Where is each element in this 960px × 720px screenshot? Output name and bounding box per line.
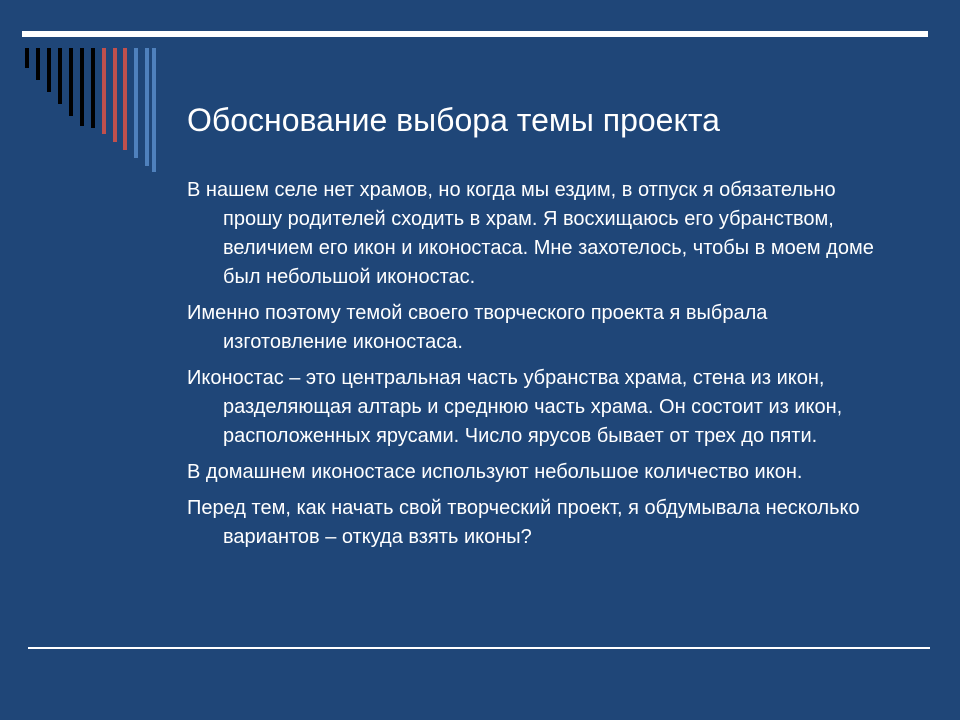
- stripe-red-3: [123, 48, 127, 150]
- stripe-red-1: [102, 48, 106, 134]
- stripe-red-2: [113, 48, 117, 142]
- stripe-black-5: [69, 48, 73, 116]
- stripe-black-7: [91, 48, 95, 128]
- paragraph-5: Перед тем, как начать свой творческий проект, я обдумывала несколько вариантов – откуда взять иконы?: [187, 497, 860, 548]
- slide-body: [187, 176, 887, 559]
- paragraph-4: В домашнем иконостасе используют небольшое количество икон.: [187, 461, 803, 483]
- stripe-blue-1: [134, 48, 138, 158]
- stripe-black-3: [47, 48, 51, 92]
- paragraph-3: Иконостас – это центральная часть убранства храма, стена из икон, разделяющая алтарь и среднюю часть храма. Он состоит из икон, расположенных ярусами. Число ярусов бывает от трех до пяти.: [187, 367, 843, 447]
- stripe-blue-2: [145, 48, 149, 166]
- bottom-divider-line: [28, 647, 930, 649]
- decorative-stripes: [0, 0, 160, 180]
- stripe-black-6: [80, 48, 84, 126]
- stripe-black-2: [36, 48, 40, 80]
- stripe-black-4: [58, 48, 62, 104]
- paragraph-1: В нашем селе нет храмов, но когда мы ездим, в отпуск я обязательно прошу родителей сходить в храм. Я восхищаюсь его убранством, величием его икон и иконостаса. Мне захотелось, чтобы в моем доме был небольшой иконостас.: [187, 179, 874, 288]
- stripe-black-1: [25, 48, 29, 68]
- stripe-blue-3: [152, 48, 156, 172]
- slide-title: Обоснование выбора темы проекта: [187, 102, 720, 138]
- paragraph-2: Именно поэтому темой своего творческого проекта я выбрала изготовление иконостаса.: [187, 302, 768, 353]
